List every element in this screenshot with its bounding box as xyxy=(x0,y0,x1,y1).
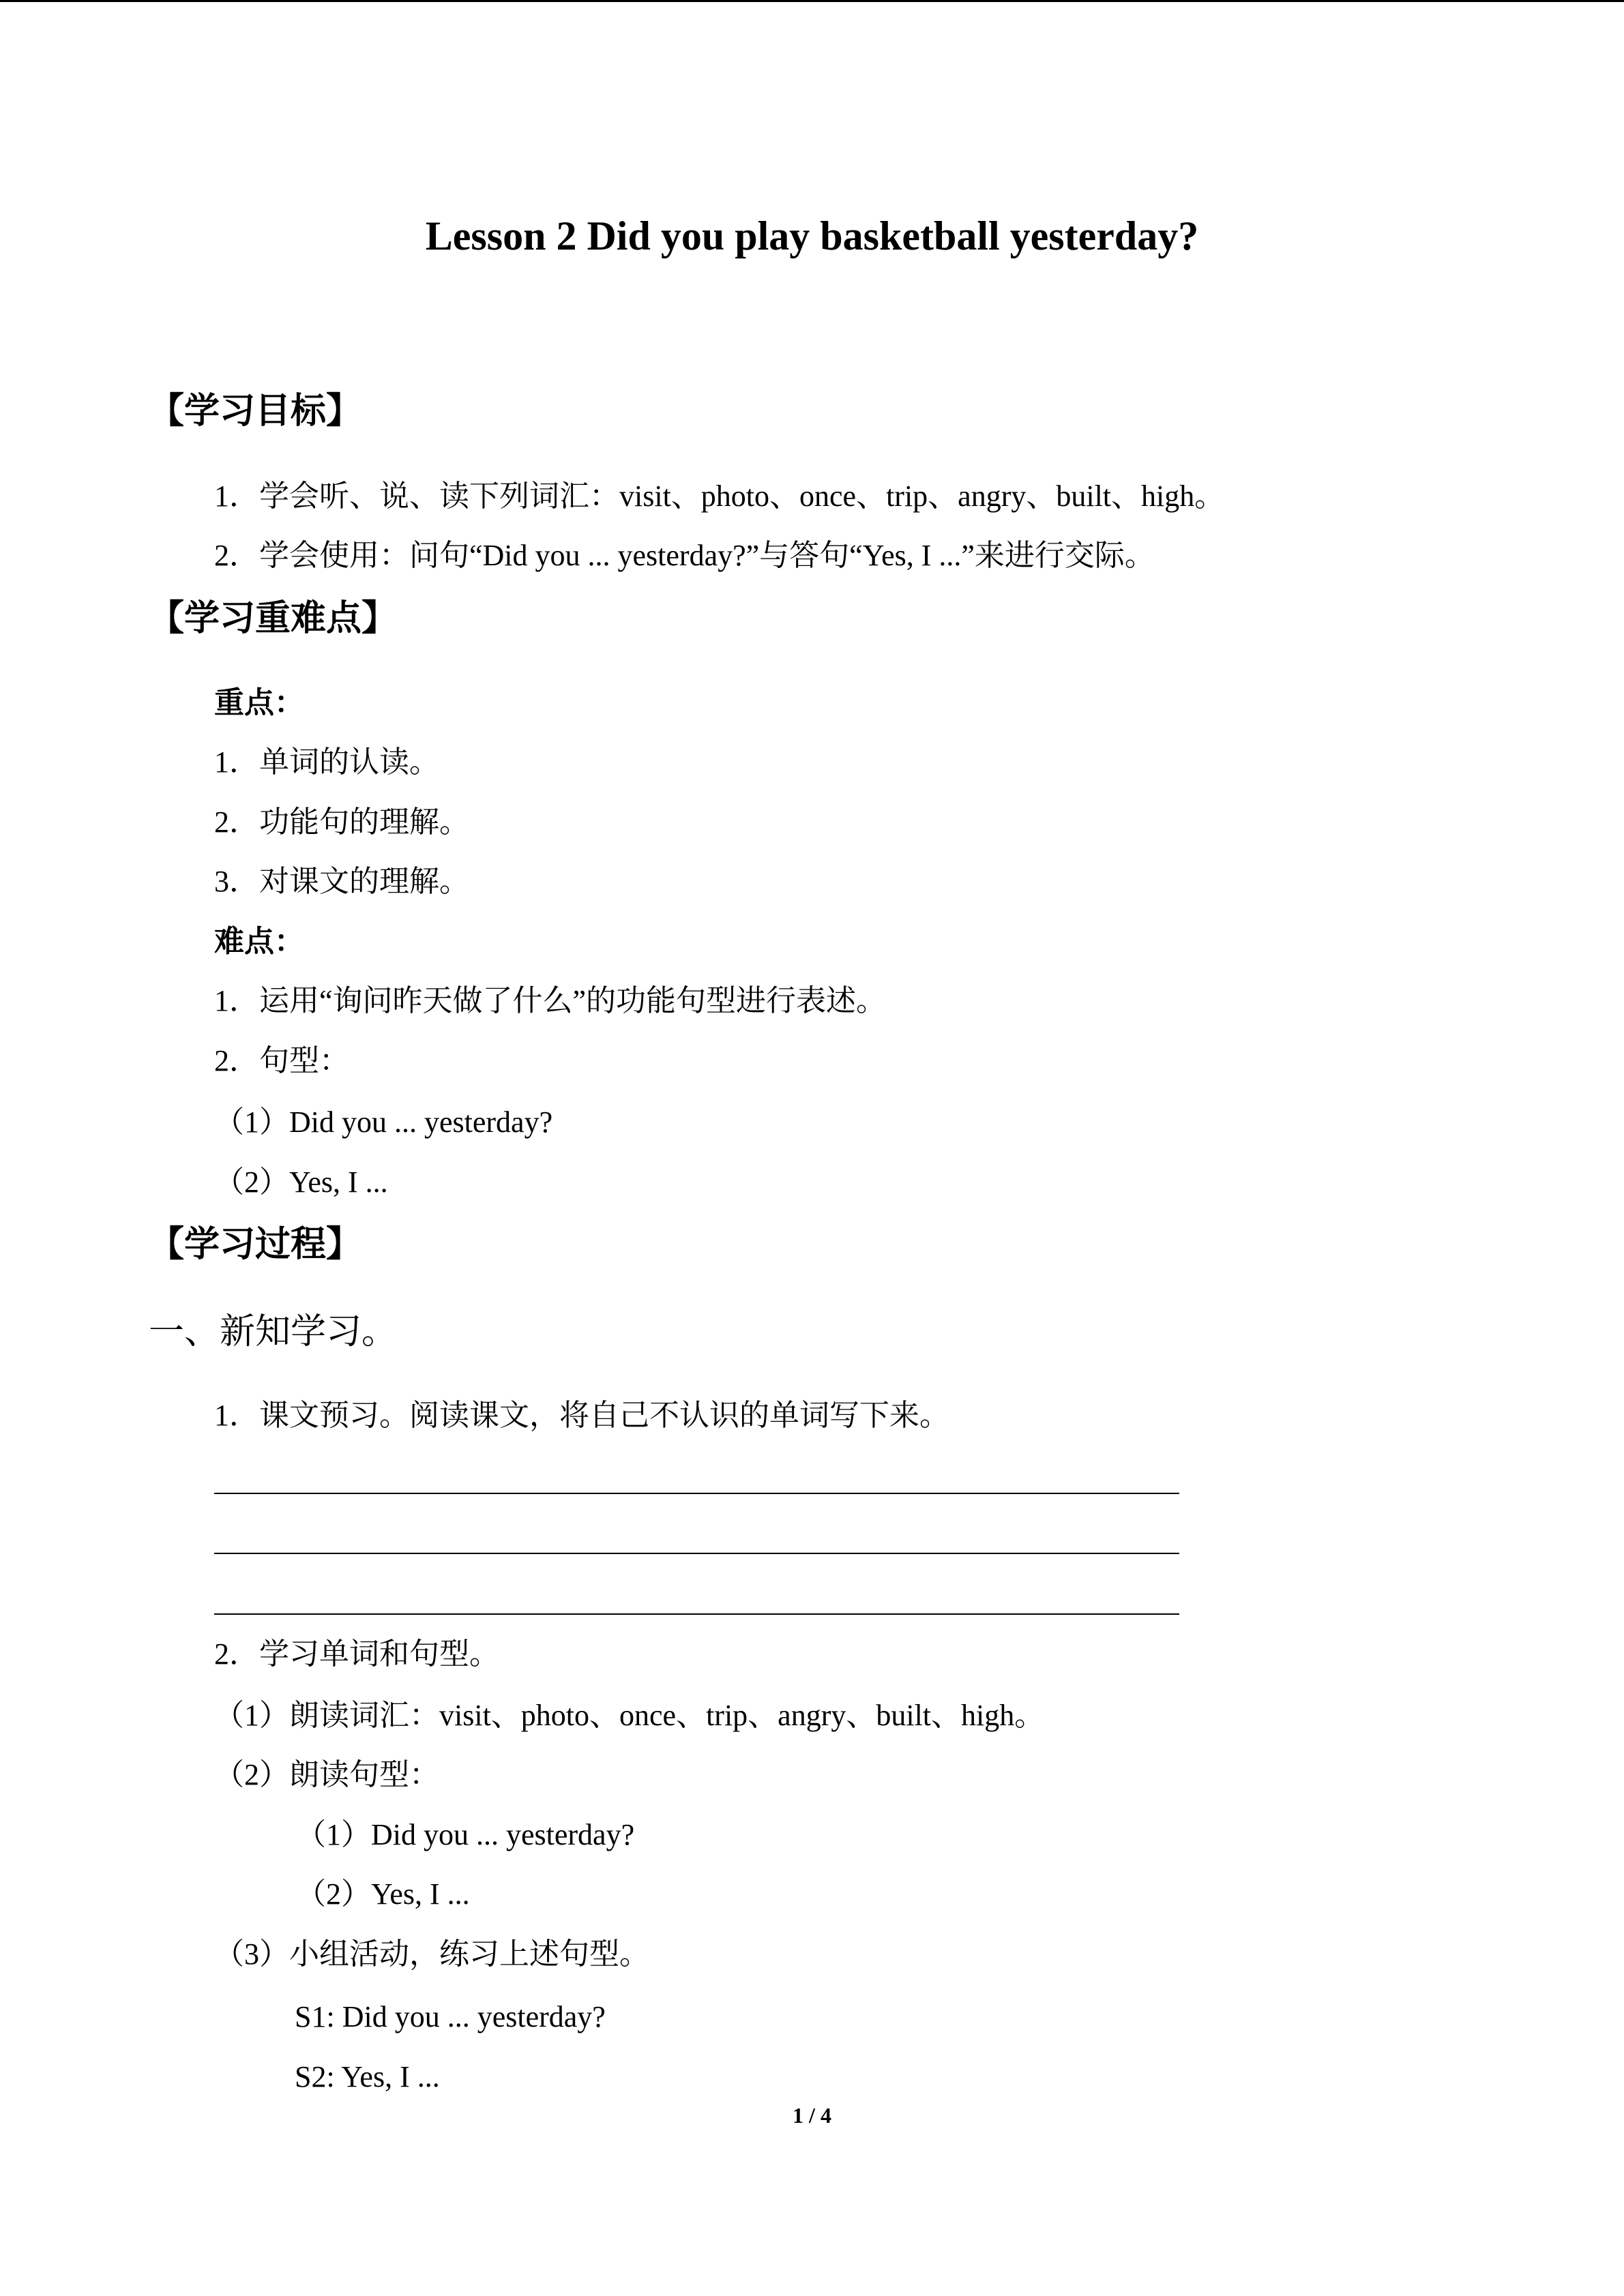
dialogue-line-s2: S2: Yes, I ... xyxy=(295,2060,440,2093)
page-number: 1 / 4 xyxy=(793,2103,831,2128)
answer-blank-line-2[interactable] xyxy=(214,1553,1179,1554)
task-1-instruction: 1．课文预习。阅读课文，将自己不认识的单词写下来。 xyxy=(214,1399,949,1432)
section-heading-keypoints: 【学习重难点】 xyxy=(149,599,398,638)
goal-item-1: 1．学会听、说、读下列词汇：visit、photo、once、trip、angry、built、high。 xyxy=(214,479,1225,513)
top-border-rule xyxy=(0,0,1624,2)
answer-blank-line-3[interactable] xyxy=(214,1613,1179,1615)
section-heading-process: 【学习过程】 xyxy=(149,1225,362,1264)
task-2-instruction: 2．学习单词和句型。 xyxy=(214,1637,499,1671)
key-item-3: 3．对课文的理解。 xyxy=(214,865,469,898)
goal-item-2: 2．学会使用：问句“Did you ... yesterday?”与答句“Yes, I ...”来进行交际。 xyxy=(214,539,1155,572)
section-heading-goals: 【学习目标】 xyxy=(149,392,362,431)
difficult-pattern-1: （1）Did you ... yesterday? xyxy=(214,1105,553,1139)
group-activity: （3）小组活动，练习上述句型。 xyxy=(214,1937,649,1971)
task-2-vocab: （1）朗读词汇：visit、photo、once、trip、angry、built、high。 xyxy=(214,1699,1045,1732)
task-2-patterns-label: （2）朗读句型： xyxy=(214,1758,439,1791)
key-item-1: 1．单词的认读。 xyxy=(214,745,439,779)
difficult-pattern-2: （2）Yes, I ... xyxy=(214,1165,388,1199)
pattern-item-1: （1）Did you ... yesterday? xyxy=(296,1818,635,1851)
part-one-heading: 一、新知学习。 xyxy=(149,1313,398,1352)
document-title: Lesson 2 Did you play basketball yesterday? xyxy=(425,213,1199,258)
pattern-item-2: （2）Yes, I ... xyxy=(296,1877,470,1911)
difficult-item-2: 2．句型： xyxy=(214,1044,349,1077)
answer-blank-line-1[interactable] xyxy=(214,1493,1179,1494)
dialogue-line-s1: S1: Did you ... yesterday? xyxy=(295,2000,606,2033)
key-item-2: 2．功能句的理解。 xyxy=(214,805,469,839)
key-label: 重点： xyxy=(214,686,304,719)
difficult-item-1: 1．运用“询问昨天做了什么”的功能句型进行表述。 xyxy=(214,984,887,1017)
difficult-label: 难点： xyxy=(214,925,304,958)
